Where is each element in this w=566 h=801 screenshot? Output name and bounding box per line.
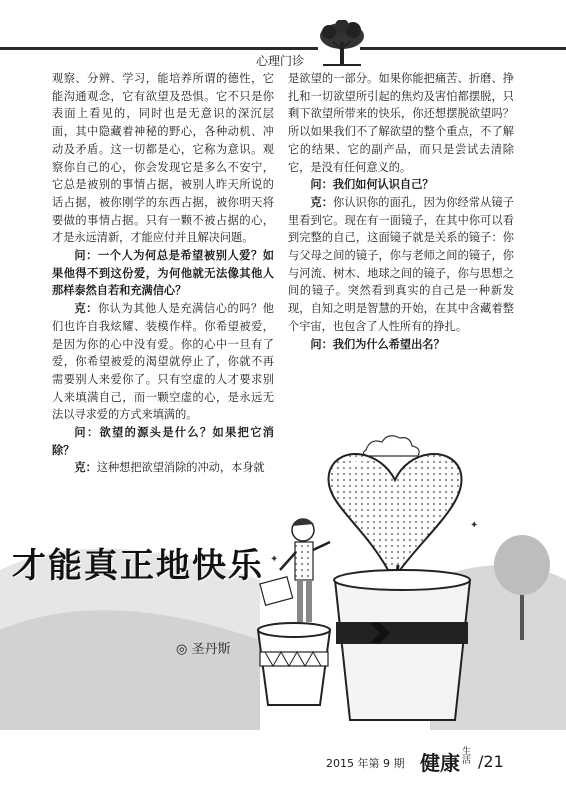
body-paragraph: 观察、分辨、学习，能培养所谓的德性，它能沟通观念，它有欲望及恐惧。它不只是你表面上看见的，同时也是无意识的深沉层面，其中隐藏着神秘的野心，各种动机、冲动及矛盾。这一切都是心，它称为意识。观察你自己的心，你会发现它是多么不安宁，它总是被别的事情占据，被别人昨天所说的话占据，被你刚学的东西占据，被你明天将要做的事情占据。只有一颗不被占据的心，才是永远清新，才能应付并且解决问题。 [52,72,274,245]
answer [288,194,514,336]
article-title: 才能真正地快乐 [12,546,264,586]
cloud-icon [363,436,419,456]
speaker-label: 克： [74,302,98,316]
speaker-label: 克： [74,461,97,475]
page-number: /21 [478,752,504,771]
question: 问：一个人为何总是希望被别人爱？如果他得不到这份爱，为何他就无法像其他人那样泰然自若和充满信心？ [52,249,274,298]
answer-text: 这种想把欲望消除的冲动，本身就 [96,461,265,475]
right-column [288,70,514,353]
answer-text: 你认识你的面孔，因为你经常从镜子里看到它。现在有一面镜子，在其中你可以看到完整的自己，这面镜子就是关系的镜子：你与父母之间的镜子，你与老师之间的镜子，你与河流、树木、地球之间的镜子，你与思想之间的镜子。突然看到真实的自己是一种新发现，自知之明是智慧的开始，在其中含藏着整个宇宙，也包含了人性所有的挣扎。 [288,195,514,333]
header-rule-right [360,47,566,50]
svg-text:✦: ✦ [270,554,279,565]
question: 问：欲望的源头是什么？如果把它消除？ [52,426,274,457]
issue-label: 2015 年第 9 期 [326,757,405,770]
header-rule-left [0,47,318,50]
brand-sub: 生活 [462,747,472,766]
brand-logo: 健康 [420,751,460,775]
answer [52,300,274,424]
svg-text:✦: ✦ [470,520,479,531]
question: 问：我们为什么希望出名？ [310,337,445,351]
question: 问：我们如何认识自己？ [310,178,434,192]
section-title: 心理门诊 [256,54,305,68]
left-column [52,70,274,477]
tree-icon [315,20,369,68]
answer-text: 你认为其他人是充满信心的吗？他们也许自我炫耀、装模作样。你希望被爱，是因为你的心中没有爱。你的心中一旦有了爱，你希望被爱的渴望就停止了，你就不再需要别人来爱你了。只有空虚的人才要求别人来填满自己，而一颗空虚的心，是永远无法以寻求爱的方式来填满的。 [52,302,274,422]
body-paragraph: 是欲望的一部分。如果你能把痛苦、折磨、挣扎和一切欲望所引起的焦灼及害怕都摆脱，只剩下欲望所带来的快乐，你还想摆脱欲望吗？所以如果我们不了解欲望的整个重点，不了解它的结果、它的副产品，而只是尝试去清除它，是没有任何意义的。 [288,72,514,174]
speaker-label: 克： [310,195,334,209]
article-author: ◎ 圣丹斯 [176,642,231,657]
